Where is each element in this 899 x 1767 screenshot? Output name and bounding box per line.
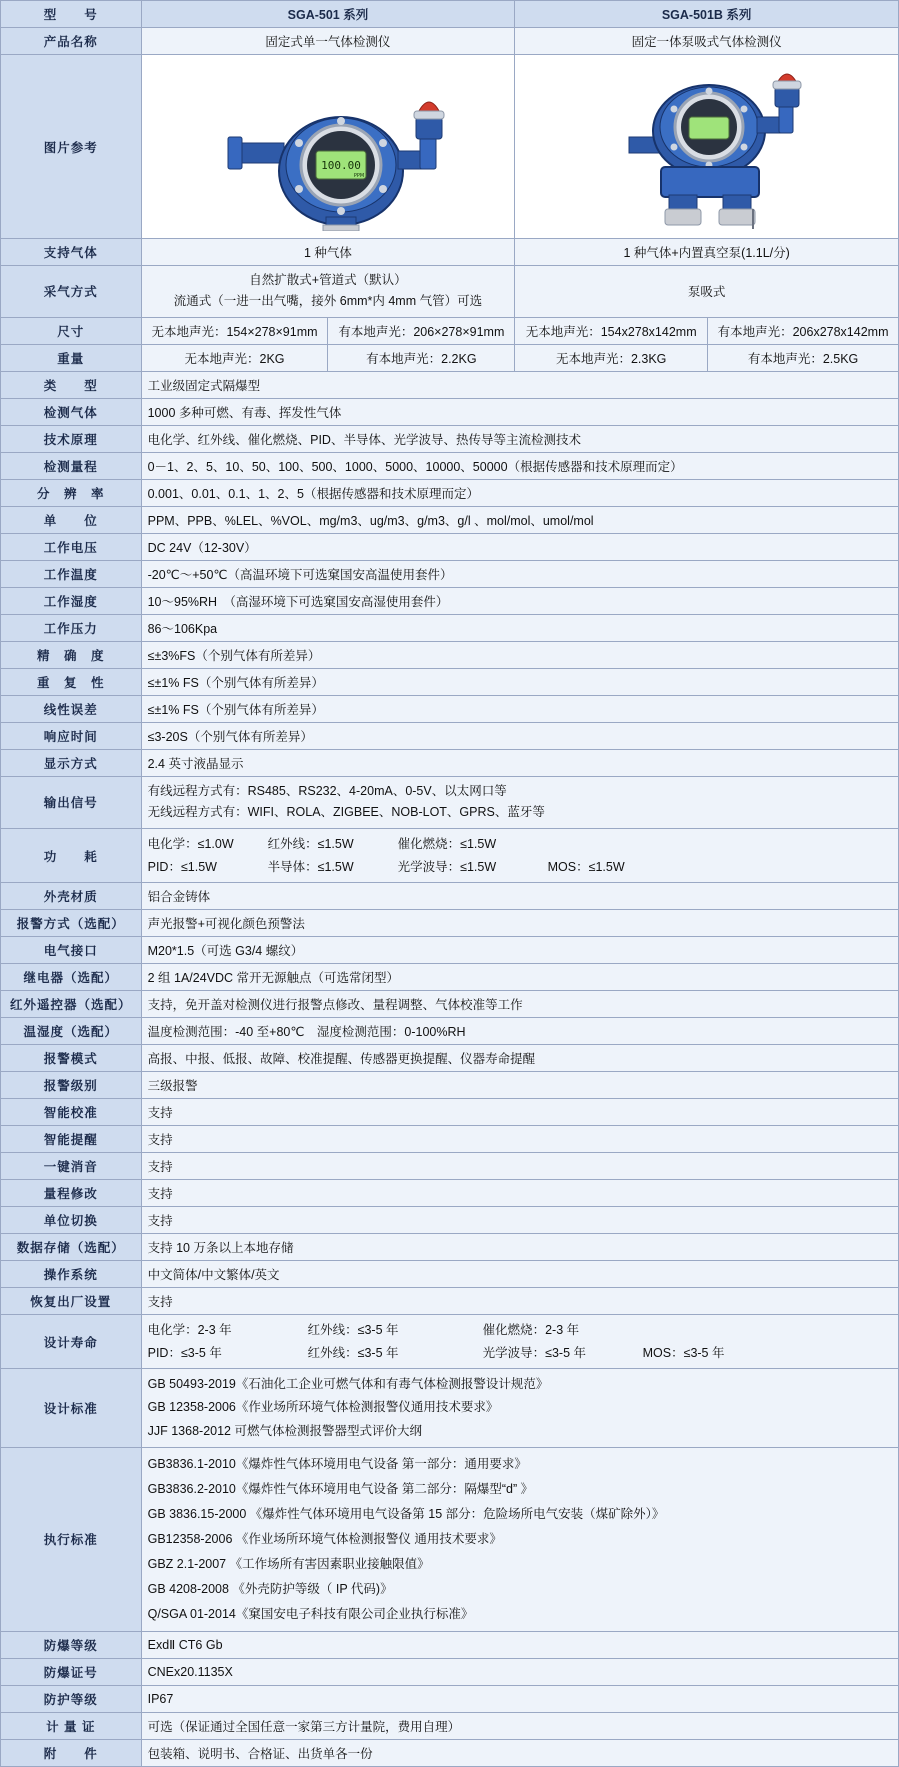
metrology-value: 可选（保证通过全国任意一家第三方计量院，费用自理） (141, 1712, 898, 1739)
design-life-b2: 红外线：≤3-5 年 (307, 1345, 399, 1360)
table-row-os (1, 1261, 899, 1288)
display-value: 2.4 英寸液晶显示 (141, 749, 898, 776)
row-label-shell: 外壳材质 (1, 883, 142, 910)
design-life-a2: 红外线：≤3-5 年 (307, 1323, 399, 1338)
table-row-power (1, 829, 899, 883)
table-row-temperature (1, 560, 899, 587)
response-value: ≤3-20S（个别气体有所差异） (141, 722, 898, 749)
alarm-modes-value: 高报、中报、低报、故障、校准提醒、传感器更换提醒、仪器寿命提醒 (141, 1045, 898, 1072)
size-c4: 有本地声光：206x278x142mm (708, 317, 899, 344)
row-label-alarm-levels: 报警级别 (1, 1072, 142, 1099)
principle-value: 电化学、红外线、催化燃烧、PID、半导体、光学波导、热传导等主流检测技术 (141, 425, 898, 452)
accessories-value: 包装箱、说明书、合格证、出货单各一份 (141, 1739, 898, 1766)
power-b3: 光学波导：≤1.5W (397, 859, 497, 874)
linearity-value: ≤±1% FS（个别气体有所差异） (141, 695, 898, 722)
row-label-remote: 红外遥控器（选配） (1, 991, 142, 1018)
size-c3: 无本地声光：154x278x142mm (515, 317, 708, 344)
shell-value: 铝合金铸体 (141, 883, 898, 910)
row-label-display: 显示方式 (1, 749, 142, 776)
device-reading: 100.00 (321, 159, 362, 172)
power-value (141, 829, 898, 883)
gas-detector-pump-icon (557, 59, 857, 231)
design-std-line-2: GB 12358-2006《作业场所环境气体检测报警仪通用技术要求》 (147, 1400, 499, 1415)
table-row-linearity (1, 695, 899, 722)
voltage-value: DC 24V（12-30V） (141, 533, 898, 560)
row-label-ex-level: 防爆等级 (1, 1631, 142, 1658)
row-label-unit-switch: 单位切换 (1, 1207, 142, 1234)
row-label-repeatability: 重 复 性 (1, 668, 142, 695)
weight-c4: 有本地声光：2.5KG (708, 344, 899, 371)
row-label-design-std: 设计标准 (1, 1369, 142, 1447)
smart-cal-value: 支持 (141, 1099, 898, 1126)
table-row-ip-level (1, 1685, 899, 1712)
product-image-col1 (141, 55, 515, 239)
table-row-detect-gas (1, 398, 899, 425)
row-label-alarm-modes: 报警模式 (1, 1045, 142, 1072)
row-label-size: 尺寸 (1, 317, 142, 344)
table-row-data-storage (1, 1234, 899, 1261)
power-a1: 电化学：≤1.0W (147, 837, 234, 852)
device-unit: PPM (354, 173, 365, 179)
row-label-accessories: 附 件 (1, 1739, 142, 1766)
row-label-smart-remind: 智能提醒 (1, 1126, 142, 1153)
table-row-electrical (1, 937, 899, 964)
table-row-alarm-modes (1, 1045, 899, 1072)
design-life-a4-blank (643, 1319, 783, 1342)
row-label-ex-cert: 防爆证号 (1, 1658, 142, 1685)
sampling-col1 (141, 266, 515, 318)
power-b1: PID：≤1.5W (147, 859, 217, 874)
product-image-col2 (515, 55, 899, 239)
row-label-pressure: 工作压力 (1, 614, 142, 641)
row-label-weight: 重量 (1, 344, 142, 371)
table-row-smart-remind (1, 1126, 899, 1153)
table-row-image-ref (1, 55, 899, 239)
product-name-col1: 固定式单一气体检测仪 (141, 28, 515, 55)
table-row-pressure (1, 614, 899, 641)
smart-remind-value: 支持 (141, 1126, 898, 1153)
pressure-value: 86～106Kpa (141, 614, 898, 641)
table-row-one-key-mute (1, 1153, 899, 1180)
table-row-relay (1, 964, 899, 991)
row-label-principle: 技术原理 (1, 425, 142, 452)
support-gas-col1: 1 种气体 (141, 239, 515, 266)
row-label-one-key-mute: 一键消音 (1, 1153, 142, 1180)
table-row-design-life (1, 1315, 899, 1369)
row-label-range-modify: 量程修改 (1, 1180, 142, 1207)
power-a3: 催化燃烧：≤1.5W (397, 837, 497, 852)
design-life-value (141, 1315, 898, 1369)
humidity-value: 10～95%RH （高湿环境下可选窠国安高湿使用套件） (141, 587, 898, 614)
electrical-value: M20*1.5（可选 G3/4 螺纹） (141, 937, 898, 964)
power-a4-blank (548, 833, 678, 856)
one-key-mute-value: 支持 (141, 1153, 898, 1180)
table-row-resolution (1, 479, 899, 506)
table-row-range-modify (1, 1180, 899, 1207)
exec-std-line-1: GB3836.1-2010《爆炸性气体环境用电气设备 第一部分：通用要求》 (147, 1456, 527, 1471)
table-row-type (1, 371, 899, 398)
table-row-unit (1, 506, 899, 533)
row-label-power: 功 耗 (1, 829, 142, 883)
ip-level-value: IP67 (141, 1685, 898, 1712)
sampling-col1-line2: 流通式（一进一出气嘴，接外 6mm*内 4mm 气管）可选 (173, 294, 483, 309)
product-name-col2: 固定一体泵吸式气体检测仪 (515, 28, 899, 55)
design-life-b3: 光学波导：≤3-5 年 (482, 1345, 587, 1360)
exec-std-value (141, 1447, 898, 1631)
weight-c2: 有本地声光：2.2KG (328, 344, 515, 371)
table-row-range (1, 452, 899, 479)
row-label-temperature: 工作温度 (1, 560, 142, 587)
exec-std-line-3: GB 3836.15-2000 《爆炸性气体环境用电气设备第 15 部分：危险场所电气安装（煤矿除外）》 (147, 1506, 665, 1521)
sampling-col2: 泵吸式 (515, 266, 899, 318)
row-label-design-life: 设计寿命 (1, 1315, 142, 1369)
gas-detector-single-icon (176, 59, 476, 231)
table-row-remote (1, 991, 899, 1018)
table-row-humidity (1, 587, 899, 614)
table-row-accuracy (1, 641, 899, 668)
size-c1: 无本地声光：154×278×91mm (141, 317, 328, 344)
table-row-size (1, 317, 899, 344)
design-life-b4: MOS：≤3-5 年 (642, 1345, 725, 1360)
temp-hum-opt-value: 温度检测范围：-40 至+80℃ 湿度检测范围：0-100%RH (141, 1018, 898, 1045)
table-row-unit-switch (1, 1207, 899, 1234)
table-row-design-std (1, 1369, 899, 1447)
row-label-product-name: 产品名称 (1, 28, 142, 55)
row-label-alarm-mode-opt: 报警方式（选配） (1, 910, 142, 937)
table-row-output (1, 776, 899, 829)
design-std-line-1: GB 50493-2019《石油化工企业可燃气体和有毒气体检测报警设计规范》 (147, 1377, 549, 1392)
row-label-electrical: 电气接口 (1, 937, 142, 964)
design-std-value (141, 1369, 898, 1447)
design-life-a1: 电化学：2-3 年 (147, 1323, 232, 1338)
table-row-metrology (1, 1712, 899, 1739)
table-row-temp-hum-opt (1, 1018, 899, 1045)
row-label-os: 操作系统 (1, 1261, 142, 1288)
power-b4: MOS：≤1.5W (547, 859, 625, 874)
table-row-support-gas (1, 239, 899, 266)
ex-cert-value: CNEx20.1135X (141, 1658, 898, 1685)
power-b2: 半导体：≤1.5W (267, 859, 354, 874)
row-label-voltage: 工作电压 (1, 533, 142, 560)
output-value (141, 776, 898, 829)
row-label-linearity: 线性误差 (1, 695, 142, 722)
row-label-exec-std: 执行标准 (1, 1447, 142, 1631)
header-col2: SGA-501B 系列 (515, 1, 899, 28)
row-label-detect-gas: 检测气体 (1, 398, 142, 425)
factory-reset-value: 支持 (141, 1288, 898, 1315)
table-row-sampling (1, 266, 899, 318)
table-row-repeatability (1, 668, 899, 695)
row-label-metrology: 计 量 证 (1, 1712, 142, 1739)
type-value: 工业级固定式隔爆型 (141, 371, 898, 398)
table-row-voltage (1, 533, 899, 560)
design-life-a3: 催化燃烧：2-3 年 (482, 1323, 580, 1338)
row-label-support-gas: 支持气体 (1, 239, 142, 266)
table-row-principle (1, 425, 899, 452)
detect-gas-value: 1000 多种可燃、有毒、挥发性气体 (141, 398, 898, 425)
exec-std-line-4: GB12358-2006 《作业场所环境气体检测报警仪 通用技术要求》 (147, 1531, 502, 1546)
row-label-response: 响应时间 (1, 722, 142, 749)
design-std-line-3: JJF 1368-2012 可燃气体检测报警器型式评价大纲 (147, 1423, 422, 1438)
os-value: 中文简体/中文繁体/英文 (141, 1261, 898, 1288)
row-label-factory-reset: 恢复出厂设置 (1, 1288, 142, 1315)
output-line1: 有线远程方式有：RS485、RS232、4-20mA、0-5V、以太网口等 (147, 783, 507, 798)
unit-switch-value: 支持 (141, 1207, 898, 1234)
table-row-ex-cert (1, 1658, 899, 1685)
table-row-shell (1, 883, 899, 910)
repeatability-value: ≤±1% FS（个别气体有所差异） (141, 668, 898, 695)
relay-value: 2 组 1A/24VDC 常开无源触点（可选常闭型） (141, 964, 898, 991)
table-row-exec-std (1, 1447, 899, 1631)
alarm-mode-opt-value: 声光报警+可视化颜色预警法 (141, 910, 898, 937)
row-label-unit: 单 位 (1, 506, 142, 533)
table-row-factory-reset (1, 1288, 899, 1315)
row-label-data-storage: 数据存储（选配） (1, 1234, 142, 1261)
support-gas-col2: 1 种气体+内置真空泵(1.1L/分) (515, 239, 899, 266)
row-label-model: 型 号 (1, 1, 142, 28)
exec-std-line-5: GBZ 2.1-2007 《工作场所有害因素职业接触限值》 (147, 1556, 430, 1571)
design-life-b1: PID：≤3-5 年 (147, 1345, 222, 1360)
row-label-temp-hum-opt: 温湿度（选配） (1, 1018, 142, 1045)
data-storage-value: 支持 10 万条以上本地存储 (141, 1234, 898, 1261)
exec-std-line-7: Q/SGA 01-2014《窠国安电子科技有限公司企业执行标准》 (147, 1606, 474, 1621)
row-label-accuracy: 精 确 度 (1, 641, 142, 668)
table-row-alarm-levels (1, 1072, 899, 1099)
unit-value: PPM、PPB、%LEL、%VOL、mg/m3、ug/m3、g/m3、g/l 、mol/mol、umol/mol (141, 506, 898, 533)
row-label-output: 输出信号 (1, 776, 142, 829)
table-row-response (1, 722, 899, 749)
exec-std-line-2: GB3836.2-2010《爆炸性气体环境用电气设备 第二部分：隔爆型“d” 》 (147, 1481, 534, 1496)
temperature-value: -20℃～+50℃（高温环境下可选窠国安高温使用套件） (141, 560, 898, 587)
ex-level-value: ExdⅡ CT6 Gb (141, 1631, 898, 1658)
weight-c3: 无本地声光：2.3KG (515, 344, 708, 371)
output-line2: 无线远程方式有：WIFI、ROLA、ZIGBEE、NOB-LOT、GPRS、蓝牙等 (147, 805, 545, 820)
table-row-smart-cal (1, 1099, 899, 1126)
row-label-resolution: 分 辨 率 (1, 479, 142, 506)
row-label-humidity: 工作湿度 (1, 587, 142, 614)
table-row-alarm-mode-opt (1, 910, 899, 937)
row-label-smart-cal: 智能校准 (1, 1099, 142, 1126)
exec-std-line-6: GB 4208-2008 《外壳防护等级（ IP 代码)》 (147, 1581, 393, 1596)
row-label-relay: 继电器（选配） (1, 964, 142, 991)
accuracy-value: ≤±3%FS（个别气体有所差异） (141, 641, 898, 668)
range-value: 0－1、2、5、10、50、100、500、1000、5000、10000、50000（根据传感器和技术原理而定） (141, 452, 898, 479)
table-row-accessories (1, 1739, 899, 1766)
sampling-col1-line1: 自然扩散式+管道式（默认） (249, 273, 407, 287)
table-row-product-name (1, 28, 899, 55)
range-modify-value: 支持 (141, 1180, 898, 1207)
header-col1: SGA-501 系列 (141, 1, 515, 28)
size-c2: 有本地声光：206×278×91mm (328, 317, 515, 344)
remote-value: 支持，免开盖对检测仪进行报警点修改、量程调整、气体校准等工作 (141, 991, 898, 1018)
resolution-value: 0.001、0.01、0.1、1、2、5（根据传感器和技术原理而定） (141, 479, 898, 506)
table-row-display (1, 749, 899, 776)
power-a2: 红外线：≤1.5W (267, 837, 354, 852)
table-row-header (1, 1, 899, 28)
row-label-range: 检测量程 (1, 452, 142, 479)
row-label-type: 类 型 (1, 371, 142, 398)
row-label-image-ref: 图片参考 (1, 55, 142, 239)
weight-c1: 无本地声光：2KG (141, 344, 328, 371)
row-label-sampling: 采气方式 (1, 266, 142, 318)
alarm-levels-value: 三级报警 (141, 1072, 898, 1099)
table-row-weight (1, 344, 899, 371)
table-row-ex-level (1, 1631, 899, 1658)
row-label-ip-level: 防护等级 (1, 1685, 142, 1712)
